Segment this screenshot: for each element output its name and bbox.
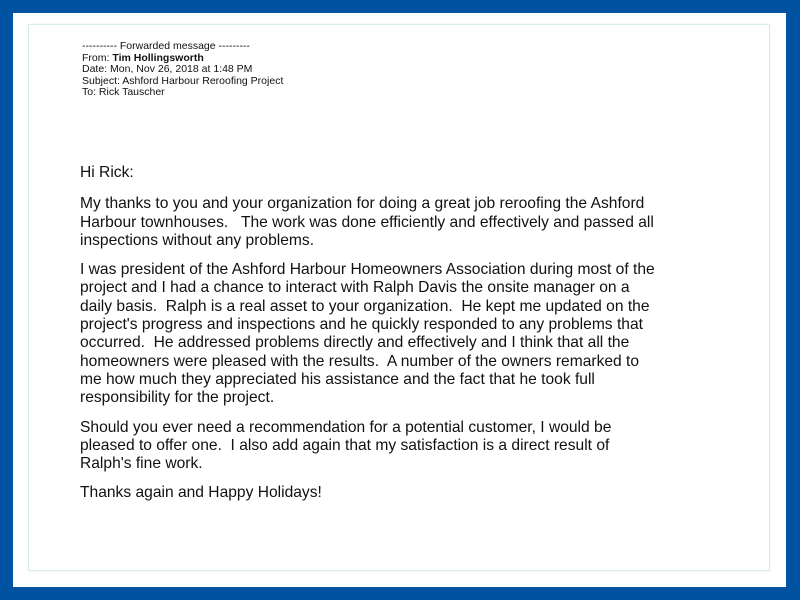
closing: Thanks again and Happy Holidays!	[80, 484, 322, 502]
paragraph-recommendation: Should you ever need a recommendation for a potential customer, I would be pleased to offer one. I also add again that my satisfaction is a direct result of Ralph's fine work.	[80, 418, 612, 473]
email-body	[80, 164, 760, 514]
greeting: Hi Rick:	[80, 164, 134, 181]
to-line: To: Rick Tauscher	[82, 86, 165, 98]
sender-name: Tim Hollingsworth	[112, 51, 204, 64]
from-line: From: Tim Hollingsworth	[82, 51, 204, 64]
forwarded-line: ---------- Forwarded message ---------	[82, 40, 250, 52]
subject-line: Subject: Ashford Harbour Reroofing Project	[82, 74, 284, 87]
paragraph-thanks: My thanks to you and your organization for doing a great job reroofing the Ashford Harbour townhouses. The work was done efficiently and effectively and passed all inspections without any problems.	[80, 195, 654, 249]
date-line: Date: Mon, Nov 26, 2018 at 1:48 PM	[82, 63, 253, 75]
forwarded-header	[82, 41, 283, 99]
paragraph-ralph: I was president of the Ashford Harbour Homeowners Association during most of the project and I had a chance to interact with Ralph Davis the onsite manager on a daily basis. Ralph is a real asset to your organization. He kept me updated on the project's progress and inspections and he quickly responded to any problems that occurred. He addressed problems directly and effectively and I think that all the homeowners were pleased with the results. A number of the owners remarked to me how much they appreciated his assistance and the fact that he took full responsibility for the project.	[80, 261, 655, 407]
